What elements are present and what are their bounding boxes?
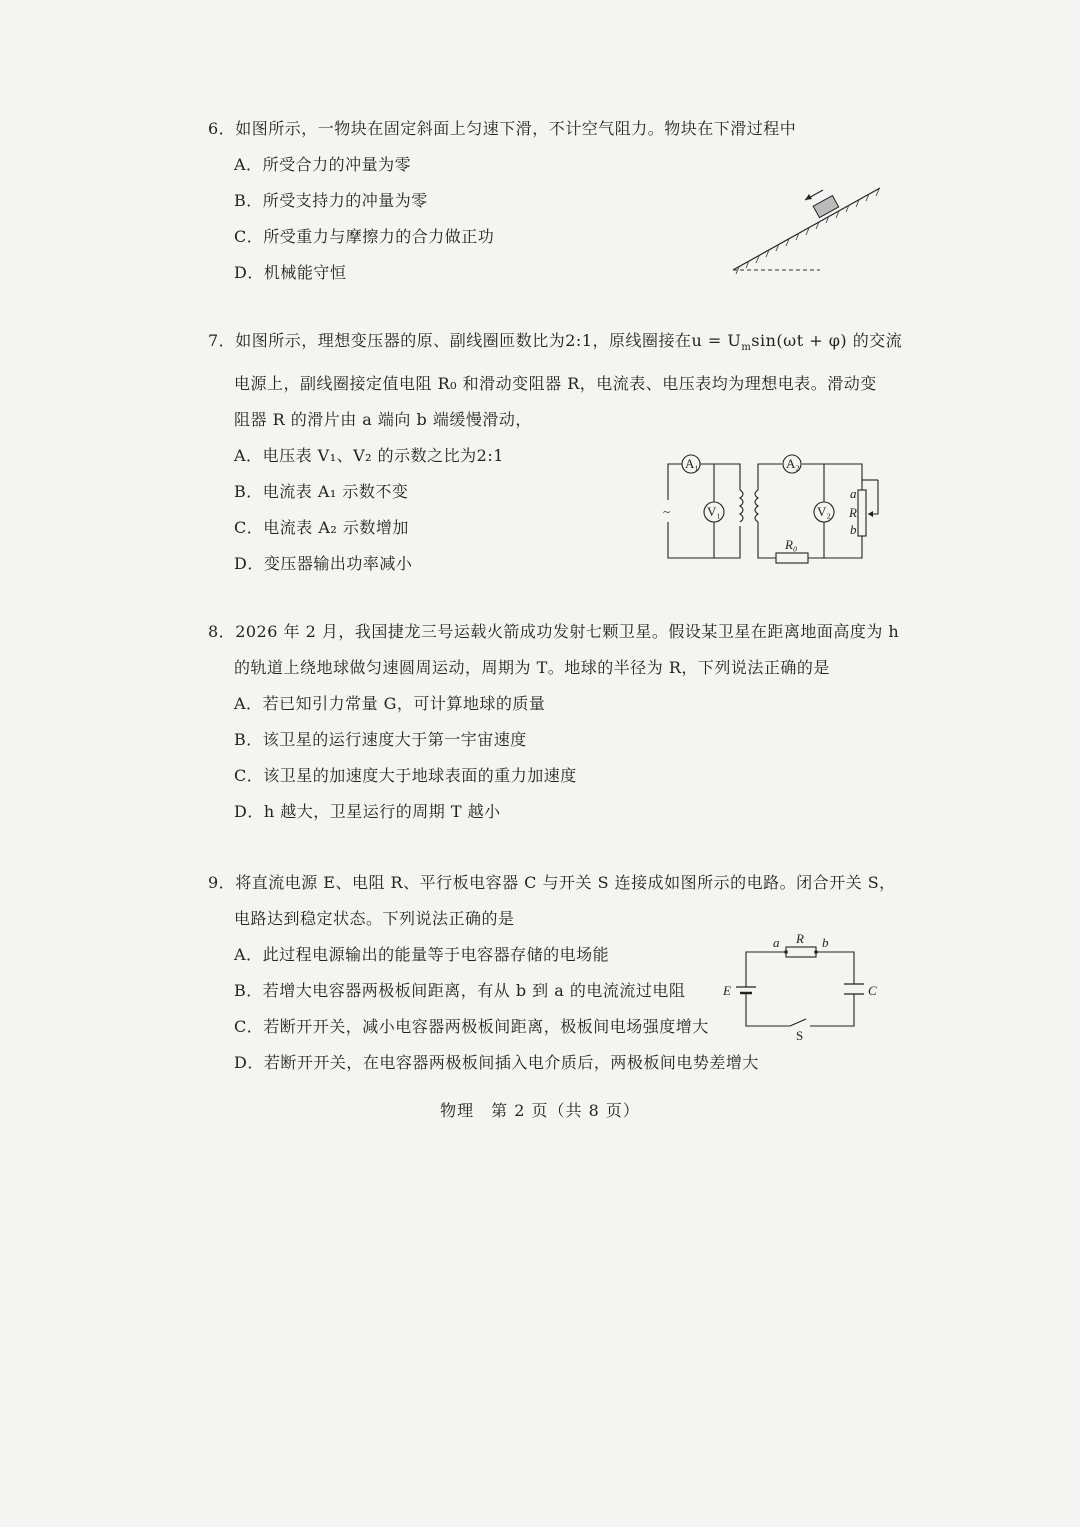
question-9-stem-line-2: 电路达到稳定状态。下列说法正确的是	[234, 909, 515, 928]
transformer-circuit-figure	[660, 450, 890, 570]
switch-s	[790, 1019, 806, 1026]
option-b: B．该卫星的运行速度大于第一宇宙速度	[234, 730, 527, 749]
label-r: R	[849, 505, 857, 520]
page-footer: 物理 第 2 页（共 8 页）	[440, 1101, 640, 1120]
capacitor-c	[844, 984, 864, 994]
label-a1: A₁	[685, 456, 699, 471]
option-d: D．机械能守恒	[234, 263, 347, 282]
option-b: B．若增大电容器两极板间距离，有从 b 到 a 的电流流过电阻	[234, 981, 686, 1000]
option-a: A．此过程电源输出的能量等于电容器存储的电场能	[234, 945, 610, 964]
label-e: E	[723, 983, 731, 998]
incline-surface	[733, 188, 880, 270]
secondary-coil	[755, 490, 758, 522]
label-b: b	[850, 522, 857, 537]
question-number: 9．	[208, 873, 236, 892]
option-a: A．电压表 V₁、V₂ 的示数之比为2:1	[234, 446, 504, 466]
option-c: C．所受重力与摩擦力的合力做正功	[234, 227, 495, 246]
label-v2: V₂	[817, 504, 831, 519]
option-a: A．所受合力的冲量为零	[234, 155, 412, 174]
rc-circuit-figure	[718, 930, 888, 1045]
label-r: R	[796, 931, 804, 946]
label-v1: V₁	[707, 504, 721, 519]
question-7-stem-line-2: 电源上，副线圈接定值电阻 R₀ 和滑动变阻器 R，电流表、电压表均为理想电表。滑动变	[234, 374, 877, 394]
question-number: 6．	[208, 119, 236, 138]
incline-figure	[725, 180, 890, 280]
ac-source-symbol: ~	[663, 504, 671, 519]
battery-e	[736, 978, 756, 996]
question-8-stem-line-2: 的轨道上绕地球做匀速圆周运动，周期为 T。地球的半径为 R，下列说法正确的是	[234, 658, 830, 677]
question-7-stem-line-1: 7．如图所示，理想变压器的原、副线圈匝数比为2:1，原线圈接在$u = U_m\sin(\omega t + \varphi)$ 的交流	[208, 331, 903, 354]
option-c: C．电流表 A₂ 示数增加	[234, 518, 409, 538]
label-a2: A₂	[786, 456, 800, 471]
incline-hatching	[736, 189, 879, 274]
question-number: 7．	[208, 331, 236, 350]
option-c: C．该卫星的加速度大于地球表面的重力加速度	[234, 766, 577, 785]
option-a: A．若已知引力常量 G，可计算地球的质量	[234, 694, 546, 713]
question-9-stem-line-1: 9．将直流电源 E、电阻 R、平行板电容器 C 与开关 S 连接成如图所示的电路。闭合开关 S，	[208, 873, 896, 892]
question-number: 8．	[208, 622, 236, 641]
question-6-stem: 6．如图所示，一物块在固定斜面上匀速下滑，不计空气阻力。物块在下滑过程中	[208, 119, 797, 138]
label-a: a	[850, 486, 857, 501]
label-b: b	[822, 935, 829, 950]
option-b: B．电流表 A₁ 示数不变	[234, 482, 409, 502]
resistor-r	[786, 947, 816, 957]
label-s: S	[796, 1028, 804, 1043]
option-d: D．h 越大，卫星运行的周期 T 越小	[234, 802, 501, 821]
resistor-r0	[776, 553, 808, 563]
label-a: a	[773, 935, 780, 950]
question-7-stem-line-3: 阻器 R 的滑片由 a 端向 b 端缓慢滑动，	[234, 410, 532, 430]
slider-arrow	[868, 511, 873, 517]
rheostat	[858, 490, 866, 536]
primary-coil	[740, 490, 743, 522]
option-b: B．所受支持力的冲量为零	[234, 191, 428, 210]
option-d: D．若断开开关，在电容器两极板间插入电介质后，两极板间电势差增大	[234, 1053, 759, 1072]
sliding-block	[813, 196, 839, 218]
question-8	[208, 614, 900, 830]
option-d: D．变压器输出功率减小	[234, 554, 413, 574]
option-c: C．若断开开关，减小电容器两极板间距离，极板间电场强度增大	[234, 1017, 709, 1036]
label-c: C	[868, 983, 877, 998]
label-r0: R₀	[785, 537, 798, 552]
question-8-stem-line-1: 8．2026 年 2 月，我国捷龙三号运载火箭成功发射七颗卫星。假设某卫星在距离地面高度为 h	[208, 622, 900, 641]
